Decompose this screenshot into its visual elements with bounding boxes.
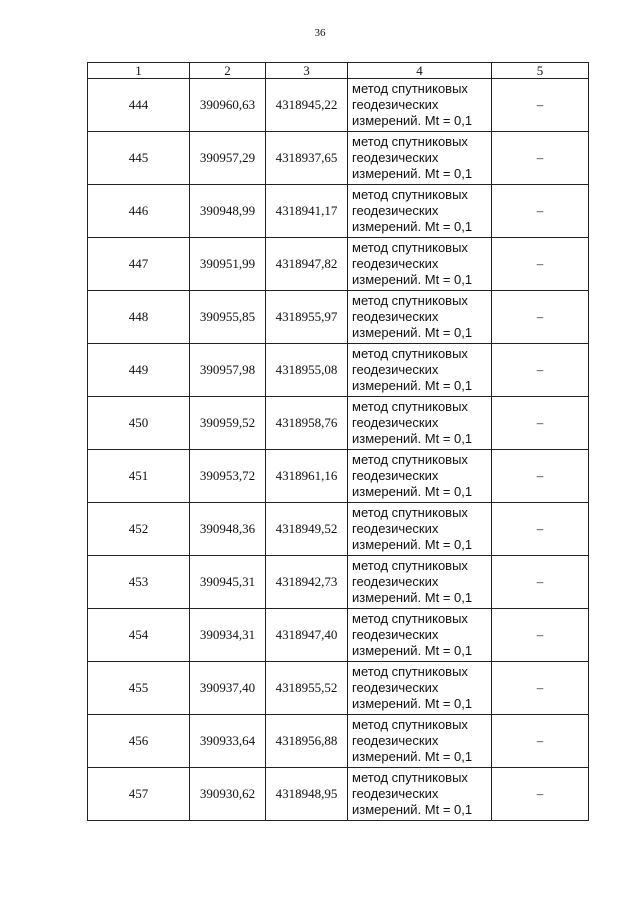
y-coordinate-cell: 4318947,82 [266,238,348,291]
y-coordinate-cell: 4318937,65 [266,132,348,185]
column-header: 1 [88,63,190,79]
method-line: измерений. Mt = 0,1 [352,802,473,817]
x-coordinate-cell: 390937,40 [190,662,266,715]
x-coordinate-cell: 390960,63 [190,79,266,132]
y-coordinate-cell: 4318961,16 [266,450,348,503]
column-5-cell: – [492,291,589,344]
x-coordinate-cell: 390930,62 [190,768,266,821]
x-coordinate-cell: 390934,31 [190,609,266,662]
method-line: метод спутниковых [352,399,468,414]
y-coordinate-cell: 4318955,52 [266,662,348,715]
table-row [88,344,589,397]
point-number-cell: 456 [88,715,190,768]
x-coordinate-cell: 390957,98 [190,344,266,397]
method-line: измерений. Mt = 0,1 [352,431,473,446]
point-number-cell: 457 [88,768,190,821]
method-line: измерений. Mt = 0,1 [352,590,473,605]
method-cell [348,503,492,556]
point-number-cell: 455 [88,662,190,715]
point-number-cell: 447 [88,238,190,291]
method-cell [348,450,492,503]
table-row [88,768,589,821]
y-coordinate-cell: 4318942,73 [266,556,348,609]
column-5-cell: – [492,556,589,609]
method-line: измерений. Mt = 0,1 [352,166,473,181]
method-line: геодезических [352,97,439,112]
method-line: метод спутниковых [352,293,468,308]
method-cell [348,662,492,715]
y-coordinate-cell: 4318947,40 [266,609,348,662]
table-row [88,238,589,291]
method-line: измерений. Mt = 0,1 [352,696,473,711]
table-row [88,185,589,238]
column-5-cell: – [492,503,589,556]
method-line: метод спутниковых [352,611,468,626]
y-coordinate-cell: 4318955,97 [266,291,348,344]
method-line: метод спутниковых [352,505,468,520]
method-line: измерений. Mt = 0,1 [352,537,473,552]
method-line: геодезических [352,468,439,483]
y-coordinate-cell: 4318941,17 [266,185,348,238]
y-coordinate-cell: 4318956,88 [266,715,348,768]
x-coordinate-cell: 390959,52 [190,397,266,450]
x-coordinate-cell: 390951,99 [190,238,266,291]
method-line: метод спутниковых [352,452,468,467]
method-line: метод спутниковых [352,240,468,255]
x-coordinate-cell: 390948,36 [190,503,266,556]
method-line: геодезических [352,203,439,218]
method-cell [348,79,492,132]
point-number-cell: 453 [88,556,190,609]
method-cell [348,344,492,397]
column-5-cell: – [492,662,589,715]
method-line: измерений. Mt = 0,1 [352,219,473,234]
method-line: геодезических [352,627,439,642]
column-5-cell: – [492,450,589,503]
method-line: метод спутниковых [352,770,468,785]
coordinates-table [87,62,589,821]
method-line: геодезических [352,786,439,801]
table-row [88,397,589,450]
point-number-cell: 449 [88,344,190,397]
page-number: 36 [314,27,326,39]
table-row [88,556,589,609]
method-line: геодезических [352,574,439,589]
y-coordinate-cell: 4318958,76 [266,397,348,450]
table-body [88,79,589,821]
method-line: геодезических [352,256,439,271]
point-number-cell: 451 [88,450,190,503]
point-number-cell: 454 [88,609,190,662]
column-5-cell: – [492,79,589,132]
method-line: метод спутниковых [352,558,468,573]
column-5-cell: – [492,344,589,397]
method-line: метод спутниковых [352,134,468,149]
method-line: геодезических [352,309,439,324]
method-line: геодезических [352,733,439,748]
column-5-cell: – [492,185,589,238]
point-number-cell: 445 [88,132,190,185]
y-coordinate-cell: 4318945,22 [266,79,348,132]
method-line: измерений. Mt = 0,1 [352,113,473,128]
table-row [88,609,589,662]
y-coordinate-cell: 4318949,52 [266,503,348,556]
method-line: метод спутниковых [352,81,468,96]
x-coordinate-cell: 390955,85 [190,291,266,344]
method-line: измерений. Mt = 0,1 [352,378,473,393]
table-row [88,503,589,556]
table-row [88,79,589,132]
method-line: геодезических [352,415,439,430]
point-number-cell: 448 [88,291,190,344]
method-line: измерений. Mt = 0,1 [352,325,473,340]
method-cell [348,185,492,238]
method-line: измерений. Mt = 0,1 [352,272,473,287]
y-coordinate-cell: 4318955,08 [266,344,348,397]
method-line: измерений. Mt = 0,1 [352,484,473,499]
method-line: геодезических [352,150,439,165]
x-coordinate-cell: 390953,72 [190,450,266,503]
y-coordinate-cell: 4318948,95 [266,768,348,821]
table-row [88,132,589,185]
method-cell [348,768,492,821]
column-5-cell: – [492,609,589,662]
x-coordinate-cell: 390933,64 [190,715,266,768]
table-row [88,291,589,344]
method-line: геодезических [352,521,439,536]
column-5-cell: – [492,397,589,450]
point-number-cell: 446 [88,185,190,238]
point-number-cell: 450 [88,397,190,450]
method-line: измерений. Mt = 0,1 [352,643,473,658]
table-row [88,662,589,715]
method-line: измерений. Mt = 0,1 [352,749,473,764]
table-header-row [88,63,589,79]
column-5-cell: – [492,238,589,291]
method-cell [348,291,492,344]
x-coordinate-cell: 390945,31 [190,556,266,609]
method-cell [348,609,492,662]
method-line: метод спутниковых [352,717,468,732]
method-line: метод спутниковых [352,187,468,202]
point-number-cell: 444 [88,79,190,132]
method-line: геодезических [352,362,439,377]
method-line: метод спутниковых [352,664,468,679]
column-header: 5 [492,63,589,79]
method-line: метод спутниковых [352,346,468,361]
method-cell [348,556,492,609]
x-coordinate-cell: 390957,29 [190,132,266,185]
point-number-cell: 452 [88,503,190,556]
table-row [88,450,589,503]
x-coordinate-cell: 390948,99 [190,185,266,238]
column-header: 3 [266,63,348,79]
column-header: 2 [190,63,266,79]
method-cell [348,238,492,291]
table-row [88,715,589,768]
method-line: геодезических [352,680,439,695]
column-5-cell: – [492,715,589,768]
method-cell [348,715,492,768]
method-cell [348,132,492,185]
method-cell [348,397,492,450]
column-5-cell: – [492,132,589,185]
column-5-cell: – [492,768,589,821]
column-header: 4 [348,63,492,79]
